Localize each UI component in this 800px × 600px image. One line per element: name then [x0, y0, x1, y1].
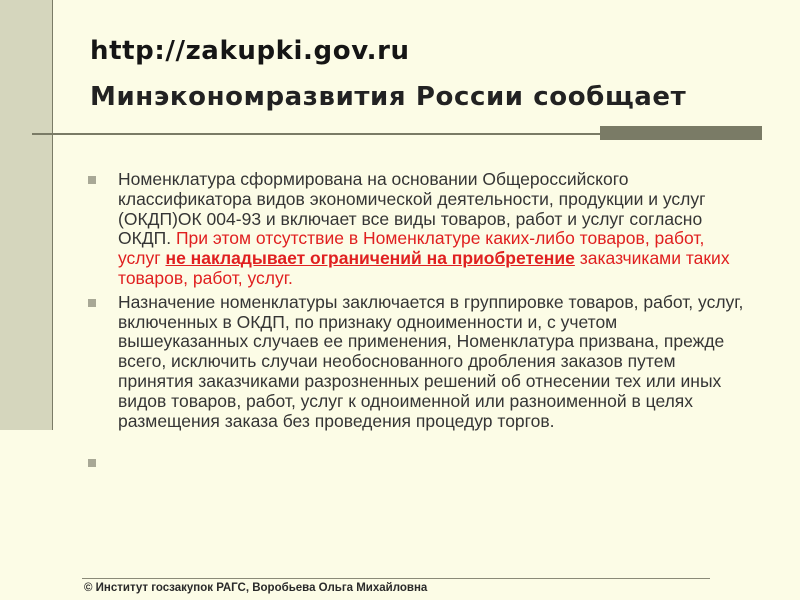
bullet-text-plain: Номенклатура сформирована на основании Общероссийского классификатора видов экономической деятельности, продукции и услуг (ОКДП)ОК 004-93 и включает все виды товаров, работ и услуг согласно ОКДП.: [118, 169, 706, 249]
bullet-text: [118, 170, 750, 289]
page-title: Минэкономразвития России сообщает: [90, 82, 687, 112]
bullet-text: Назначение номенклатуры заключается в группировке товаров, работ, услуг, включенных в ОКДП, по признаку одноименности и, с учетом вышеуказанных случаев ее применения, Номенклатура призвана, прежде всего, исключить случаи необоснованного дробления заказов путем принятия заказчиками разрозненных решений об отнесении тех или иных видов товаров, работ, услуг к одноименной или разноименной в целях размещения заказа без проведения процедур торгов.: [118, 291, 744, 431]
footer-divider: [82, 578, 710, 579]
square-bullet-icon: [88, 299, 96, 307]
list-item: [88, 170, 750, 289]
bullet-text-emphasis: не накладывает ограничений на приобретение: [165, 248, 575, 269]
list-item-empty: [88, 439, 750, 479]
list-item: [88, 293, 750, 432]
bullet-text-highlight-end: заказчиками таких товаров, работ, услуг.: [118, 248, 730, 288]
square-bullet-icon: [88, 459, 96, 467]
footer-copyright: © Институт госзакупок РАГС, Воробьева Ольга Михайловна: [84, 582, 428, 594]
title-url: http://zakupki.gov.ru: [90, 36, 410, 66]
left-decor-block: [0, 0, 52, 430]
bullet-list: [88, 170, 750, 479]
header-divider-line: [32, 133, 602, 135]
left-decor-rule: [52, 0, 53, 430]
square-bullet-icon: [88, 176, 96, 184]
header-divider-block: [600, 126, 762, 140]
bullet-text-highlight: При этом отсутствие в Номенклатуре каких-либо товаров, работ, услуг: [118, 228, 705, 269]
